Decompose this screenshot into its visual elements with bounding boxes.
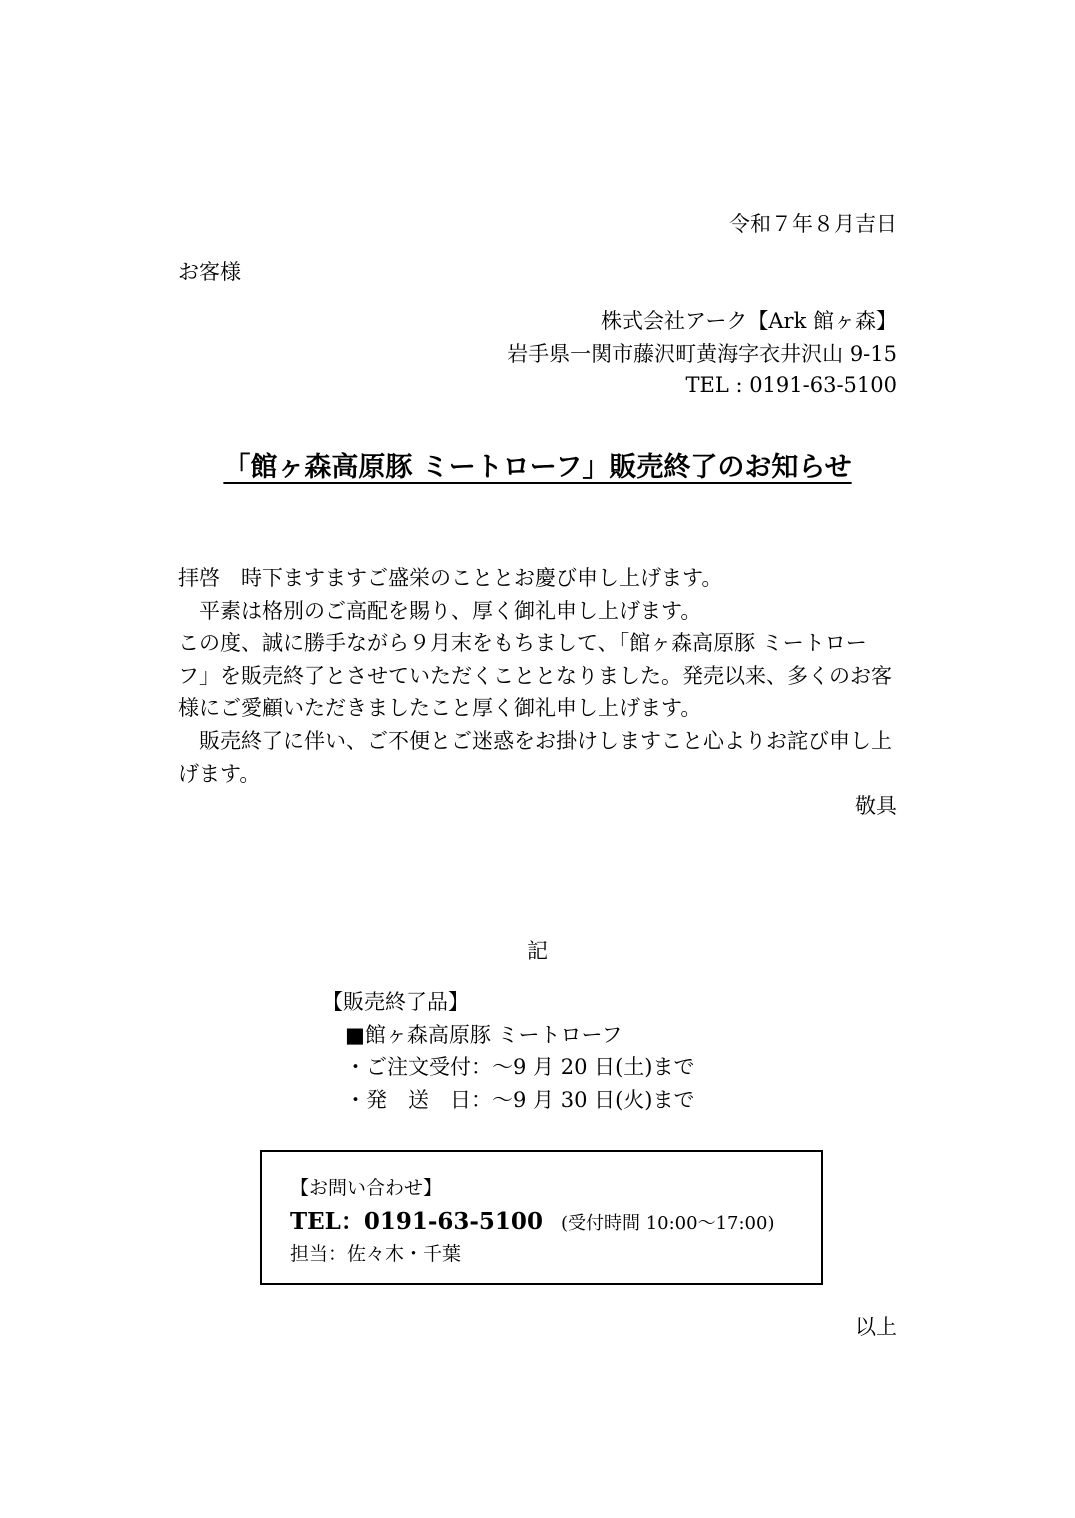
contact-staff: 担当：佐々木・千葉	[290, 1243, 462, 1265]
contact-box	[260, 1150, 823, 1285]
ki-heading: 記	[527, 939, 548, 963]
body-paragraph-2: この度、誠に勝手ながら９月末をもちまして、「館ヶ森高原豚 ミートローフ」を販売終了とさせていただくこととなりました。発売以来、多くのお客様にご愛顧いただきましたこと厚く御礼申し上げます。	[178, 631, 892, 721]
contact-heading: 【お問い合わせ】	[290, 1177, 443, 1199]
sender-tel: TEL : 0191-63-5100	[685, 373, 897, 397]
body-paragraph-1: 平素は格別のご高配を賜り、厚く御礼申し上げます。	[199, 598, 702, 623]
product-name: ■館ヶ森高原豚 ミートローフ	[345, 1022, 623, 1047]
body-paragraph-3: 販売終了に伴い、ご不便とご迷惑をお掛けしますこと心よりお詫び申し上げます。	[178, 728, 892, 786]
contact-tel-line	[290, 1206, 774, 1240]
items-heading: 【販売終了品】	[322, 990, 469, 1014]
letter-date: 令和７年８月吉日	[729, 212, 897, 236]
ship-deadline: ・発 送 日：～9 月 30 日(火)まで	[345, 1087, 695, 1112]
discontinued-items	[322, 986, 695, 1116]
sender-address: 岩手県一関市藤沢町黄海字衣井沢山 9-15	[507, 342, 897, 366]
end-mark: 以上	[855, 1315, 897, 1339]
letter-body	[178, 562, 897, 823]
page-title-text: 「館ヶ森高原豚 ミートローフ」販売終了のお知らせ	[223, 452, 852, 483]
greeting: 拝啓 時下ますますご盛栄のこととお慶び申し上げます。	[178, 566, 723, 590]
recipient: お客様	[178, 260, 241, 284]
contact-tel: TEL：0191-63-5100	[290, 1208, 543, 1235]
sender-company: 株式会社アーク【Ark 館ヶ森】	[601, 309, 897, 333]
closing: 敬具	[855, 794, 897, 819]
page-title	[178, 448, 897, 488]
contact-hours: (受付時間 10:00～17:00)	[560, 1213, 775, 1234]
order-deadline: ・ご注文受付：～9 月 20 日(土)まで	[345, 1055, 695, 1079]
